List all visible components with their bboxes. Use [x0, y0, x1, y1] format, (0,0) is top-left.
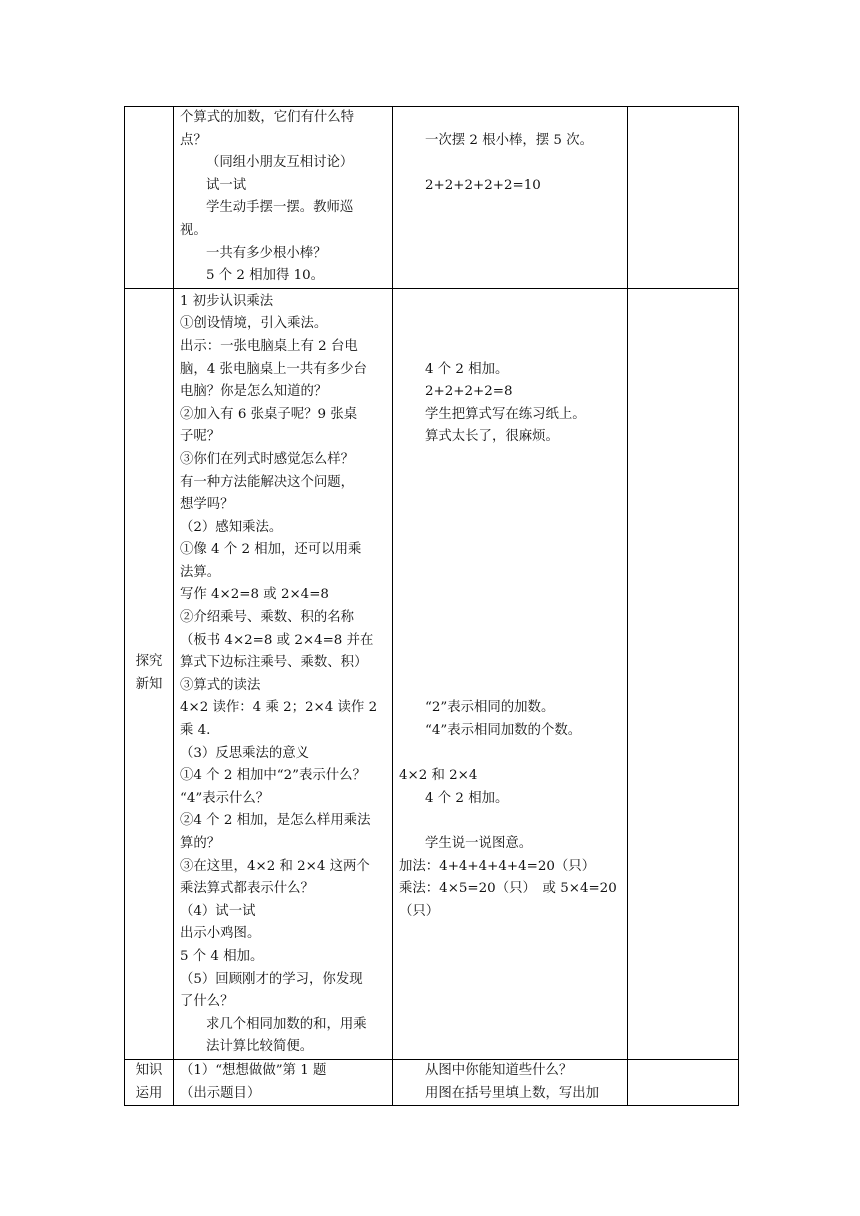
text-line: （5）回顾刚才的学习，你发现 — [180, 971, 363, 987]
text-line: 求几个相同加数的和，用乘 — [206, 1016, 367, 1032]
text-line: 2+2+2+2+2=10 — [425, 177, 541, 193]
text-line: 试一试 — [206, 177, 247, 193]
lesson-plan-table — [124, 106, 739, 1106]
text-line: （2）感知乘法。 — [180, 519, 283, 535]
stage-label-cell — [125, 107, 174, 289]
text-line: 算式下边标注乘号、乘数、积） — [180, 655, 368, 671]
text-line: 个算式的加数，它们有什么特 — [180, 110, 355, 125]
text-line: ①像 4 个 2 相加，还可以用乘 — [180, 542, 362, 558]
text-line: 了什么？ — [180, 994, 234, 1010]
text-line: 4×2 和 2×4 — [399, 768, 478, 784]
text-line: （只） — [399, 903, 440, 919]
text-line: ③你们在列式时感觉怎么样？ — [180, 451, 355, 467]
text-line: 学生把算式写在练习纸上。 — [425, 406, 586, 422]
text-line: “4”表示什么？ — [180, 790, 270, 806]
student-activity-cell — [393, 1059, 628, 1105]
text-line: 出示小鸡图。 — [180, 926, 261, 942]
text-line: （同组小朋友互相讨论） — [206, 155, 354, 171]
text-line: 有一种方法能解决这个问题， — [180, 474, 355, 490]
text-line: 从图中你能知道些什么？ — [425, 1062, 573, 1078]
text-line: 想学吗？ — [180, 497, 234, 513]
text-line: 法计算比较简便。 — [206, 1039, 314, 1055]
teacher-activity-cell — [174, 288, 393, 1059]
stage-label: 运用 — [135, 1085, 163, 1101]
text-line: 学生说一说图意。 — [425, 836, 533, 851]
table-row — [125, 1059, 739, 1105]
text-line: 脑，4 张电脑桌上一共有多少台 — [180, 361, 367, 377]
stage-label: 知识 — [135, 1062, 163, 1078]
notes-cell — [628, 1059, 739, 1105]
text-line: 学生动手摆一摆。教师巡 — [206, 200, 354, 216]
text-line: ①4 个 2 相加中“2”表示什么？ — [180, 768, 366, 784]
text-line: （1）“想想做做”第 1 题 — [180, 1062, 327, 1078]
text-line: “4”表示相同加数的个数。 — [425, 723, 582, 739]
text-line: 5 个 2 相加得 10。 — [206, 268, 325, 284]
stage-label-cell — [125, 1059, 174, 1105]
text-line: 1 初步认识乘法 — [180, 293, 274, 309]
text-line: 电脑？你是怎么知道的？ — [180, 384, 328, 400]
text-line: 算式太长了，很麻烦。 — [425, 429, 559, 445]
text-line: ②4 个 2 相加，是怎么样用乘法 — [180, 813, 371, 829]
text-line: （3）反思乘法的意义 — [180, 745, 310, 761]
text-line: 出示：一张电脑桌上有 2 台电 — [180, 338, 358, 354]
text-line: ③算式的读法 — [180, 677, 261, 693]
stage-label: 新知 — [135, 676, 163, 692]
text-line: 加法：4+4+4+4+4=20（只） — [399, 858, 596, 874]
student-activity-cell — [393, 288, 628, 1059]
text-line: ①创设情境，引入乘法。 — [180, 316, 328, 332]
text-line: （出示题目） — [180, 1085, 261, 1101]
notes-cell — [628, 107, 739, 289]
text-line: ②加入有 6 张桌子呢？9 张桌 — [180, 406, 358, 422]
teacher-activity-cell — [174, 1059, 393, 1105]
table-row — [125, 107, 739, 289]
text-line: “2”表示相同的加数。 — [425, 700, 555, 716]
text-line: 法算。 — [180, 564, 221, 580]
text-line: 4×2 读作：4 乘 2；2×4 读作 2 — [180, 700, 378, 716]
text-line: 一共有多少根小棒？ — [206, 245, 327, 261]
text-line: 用图在括号里填上数，写出加 — [425, 1085, 600, 1101]
table-row — [125, 288, 739, 1059]
text-line: 4 个 2 相加。 — [425, 790, 509, 806]
text-line: ③在这里，4×2 和 2×4 这两个 — [180, 858, 370, 874]
text-line: （4）试一试 — [180, 903, 256, 919]
text-line: 一次摆 2 根小棒，摆 5 次。 — [425, 132, 593, 148]
student-activity-cell — [393, 107, 628, 289]
teacher-activity-cell — [174, 107, 393, 289]
text-line: 乘法算式都表示什么？ — [180, 881, 314, 897]
text-line: （板书 4×2=8 或 2×4=8 并在 — [180, 632, 374, 648]
text-line: 视。 — [180, 222, 207, 238]
text-line: 乘法：4×5=20（只） 或 5×4=20 — [399, 881, 617, 897]
text-line: 算的？ — [180, 836, 221, 851]
text-line: 点？ — [180, 132, 207, 148]
text-line: 子呢？ — [180, 429, 221, 445]
text-line: 4 个 2 相加。 — [425, 361, 509, 377]
text-line: 5 个 4 相加。 — [180, 948, 264, 964]
text-line: 乘 4. — [180, 723, 211, 739]
stage-label: 探究 — [135, 654, 163, 670]
stage-label-cell — [125, 288, 174, 1059]
text-line: 2+2+2+2=8 — [425, 384, 513, 400]
notes-cell — [628, 288, 739, 1059]
text-line: ②介绍乘号、乘数、积的名称 — [180, 610, 355, 626]
text-line: 写作 4×2=8 或 2×4=8 — [180, 587, 329, 603]
